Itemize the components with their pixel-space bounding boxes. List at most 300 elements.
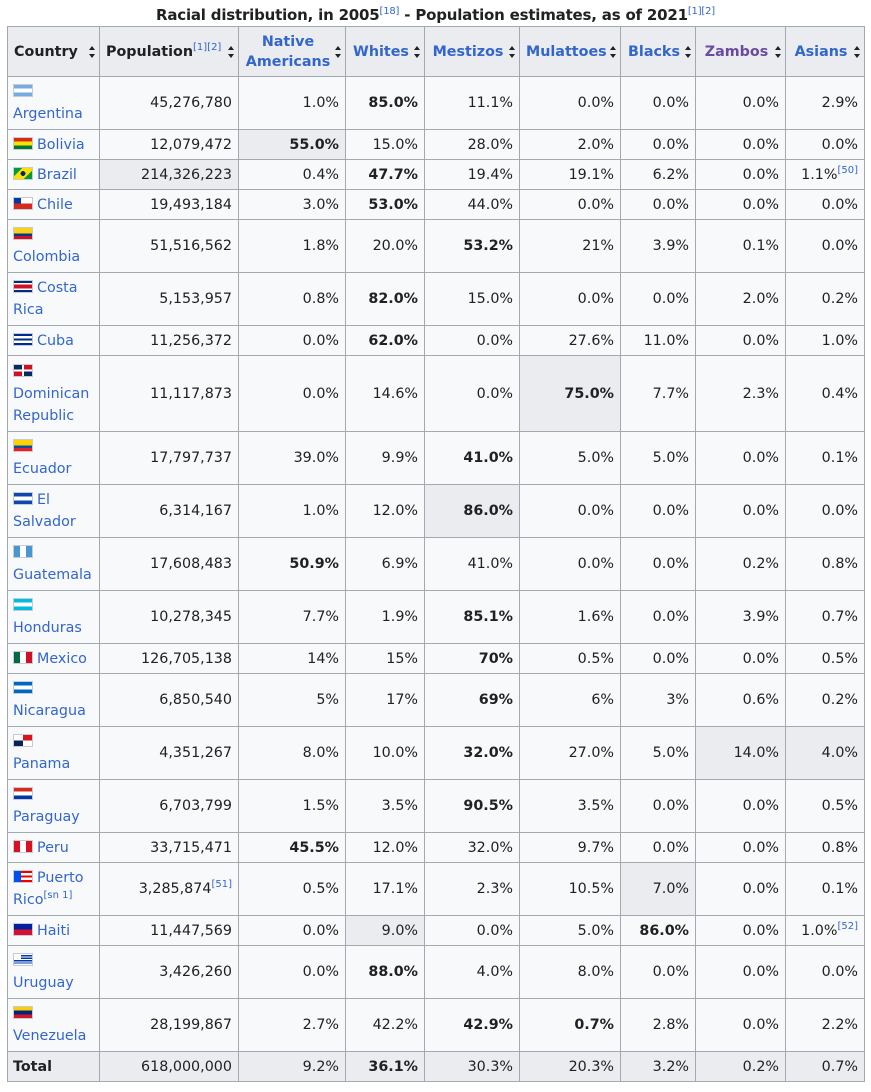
country-link-nicaragua[interactable]: Nicaragua (13, 703, 86, 719)
blacks-cell (621, 538, 696, 591)
zambos-value: 3.9% (742, 609, 779, 625)
country-link-guatemala[interactable]: Guatemala (13, 567, 92, 583)
zambos-cell (696, 780, 786, 833)
native-cell (239, 485, 346, 538)
country-link-chile[interactable]: Chile (37, 196, 73, 213)
asians-ref[interactable]: [52] (837, 920, 858, 932)
haiti-flag-icon[interactable] (13, 923, 33, 936)
whites-value: 1.9% (381, 609, 418, 625)
mestizos-cell (425, 190, 520, 220)
mestizos-value: 85.1% (463, 609, 513, 625)
native-cell (239, 190, 346, 220)
zambos-value: 2.3% (742, 385, 779, 402)
country-link-argentina[interactable]: Argentina (13, 106, 83, 122)
asians-cell (786, 833, 865, 863)
asians-cell (786, 644, 865, 674)
blacks-value: 86.0% (639, 922, 689, 939)
asians-cell (786, 916, 865, 946)
caption-ref-1[interactable]: [18] (379, 6, 400, 17)
column-header-asians[interactable]: Asians (786, 27, 865, 77)
native-cell (239, 833, 346, 863)
country-link-dominican-republic[interactable]: Dominican Republic (13, 385, 90, 424)
mestizos-value: 90.5% (463, 798, 513, 814)
blacks-cell (621, 160, 696, 190)
country-link-ecuador[interactable]: Ecuador (13, 461, 72, 477)
mulattoes-value: 8.0% (577, 964, 614, 980)
whites-cell (346, 644, 425, 674)
blacks-value: 5.0% (652, 745, 689, 761)
zambos-value: 0.0% (742, 136, 779, 153)
population-value: 11,447,569 (150, 922, 232, 939)
ecuador-flag-icon[interactable] (13, 439, 33, 452)
whites-value: 14.6% (372, 385, 418, 402)
population-value: 33,715,471 (150, 839, 232, 856)
mulattoes-cell (520, 432, 621, 485)
asians-cell (786, 190, 865, 220)
whites-cell (346, 833, 425, 863)
table-row-nicaragua (8, 674, 865, 727)
population-value: 10,278,345 (150, 609, 232, 625)
sort-icon[interactable] (335, 46, 341, 58)
mulattoes-value: 19.1% (568, 166, 614, 183)
mulattoes-value: 0.0% (577, 196, 614, 213)
zambos-cell (696, 326, 786, 356)
dominican-republic-flag-icon[interactable] (13, 364, 33, 377)
mestizos-cell (425, 432, 520, 485)
population-cell (100, 356, 239, 432)
zambos-value: 0.0% (742, 450, 779, 466)
country-link-cuba[interactable]: Cuba (37, 332, 74, 349)
column-header-native-americans[interactable]: Native Americans (239, 27, 346, 77)
population-cell (100, 432, 239, 485)
population-value: 45,276,780 (150, 95, 232, 111)
mestizos-cell (425, 326, 520, 356)
table-row-argentina (8, 77, 865, 130)
blacks-value: 3.9% (652, 238, 689, 254)
country-cell (8, 273, 100, 326)
country-link-costa-rica[interactable]: Costa Rica (13, 280, 78, 318)
country-cell (8, 833, 100, 863)
whites-value: 9.0% (381, 922, 418, 939)
whites-value: 47.7% (368, 166, 418, 183)
whites-cell (346, 946, 425, 999)
zambos-value: 0.0% (742, 166, 779, 183)
native-value: 14% (307, 650, 339, 667)
zambos-cell (696, 538, 786, 591)
mestizos-cell (425, 644, 520, 674)
mestizos-value: 2.3% (476, 881, 513, 897)
country-link-paraguay[interactable]: Paraguay (13, 809, 80, 825)
mulattoes-value: 27.6% (568, 332, 614, 349)
population-value: 4,351,267 (159, 745, 232, 761)
country-link-haiti[interactable]: Haiti (37, 922, 71, 939)
table-row-chile (8, 190, 865, 220)
mulattoes-cell (520, 273, 621, 326)
table-row-peru (8, 833, 865, 863)
caption-text-1: Racial distribution, in 2005 (155, 6, 380, 24)
native-value: 0.8% (302, 291, 339, 307)
whites-cell (346, 190, 425, 220)
mestizos-cell (425, 863, 520, 916)
native-value: 1.8% (302, 238, 339, 254)
mestizos-value: 4.0% (476, 964, 513, 980)
zambos-value: 0.0% (742, 650, 779, 667)
asians-cell (786, 674, 865, 727)
mestizos-value: 44.0% (467, 196, 513, 213)
puerto-rico-flag-icon[interactable] (13, 870, 33, 883)
whites-value: 85.0% (368, 95, 418, 111)
venezuela-flag-icon[interactable] (13, 1006, 33, 1019)
mestizos-cell (425, 727, 520, 780)
blacks-value: 0.0% (652, 136, 689, 153)
mestizos-cell (425, 780, 520, 833)
zambos-value: 0.0% (742, 798, 779, 814)
paraguay-flag-icon[interactable] (13, 787, 33, 800)
sort-icon[interactable] (414, 46, 420, 58)
table-row-panama (8, 727, 865, 780)
argentina-flag-icon[interactable] (13, 84, 33, 97)
whites-value: 62.0% (368, 332, 418, 349)
population-cell (100, 190, 239, 220)
mestizos-value: 32.0% (463, 745, 513, 761)
asians-cell (786, 356, 865, 432)
mulattoes-cell (520, 674, 621, 727)
whites-cell (346, 538, 425, 591)
blacks-cell (621, 727, 696, 780)
population-value: 6,850,540 (159, 692, 232, 708)
asians-ref[interactable]: [50] (837, 164, 858, 176)
mestizos-cell (425, 591, 520, 644)
column-header-zambos[interactable]: Zambos (696, 27, 786, 77)
zambos-cell (696, 356, 786, 432)
mulattoes-cell (520, 190, 621, 220)
asians-cell (786, 946, 865, 999)
population-value: 28,199,867 (150, 1017, 232, 1033)
asians-value: 0.2% (821, 692, 858, 708)
zambos-cell (696, 916, 786, 946)
country-link-peru[interactable]: Peru (37, 839, 69, 856)
zambos-cell (696, 273, 786, 326)
country-link-honduras[interactable]: Honduras (13, 620, 82, 636)
bolivia-flag-icon[interactable] (13, 137, 33, 150)
asians-value: 1.0% (801, 922, 838, 939)
native-value: 2.7% (302, 1017, 339, 1033)
zambos-value: 0.0% (742, 1017, 779, 1033)
whites-cell (346, 916, 425, 946)
mulattoes-value: 0.0% (577, 95, 614, 111)
asians-value: 0.2% (821, 291, 858, 307)
whites-value: 3.5% (381, 798, 418, 814)
column-header-blacks[interactable]: Blacks (621, 27, 696, 77)
mestizos-cell (425, 674, 520, 727)
total-blacks-cell: 3.2% (621, 1052, 696, 1082)
country-cell (8, 727, 100, 780)
whites-cell (346, 326, 425, 356)
whites-value: 42.2% (372, 1017, 418, 1033)
country-cell (8, 432, 100, 485)
table-row-venezuela (8, 999, 865, 1052)
native-cell (239, 780, 346, 833)
mulattoes-cell (520, 644, 621, 674)
brazil-flag-icon[interactable] (13, 167, 33, 180)
zambos-cell (696, 220, 786, 273)
blacks-value: 0.0% (652, 503, 689, 519)
asians-value: 0.5% (821, 798, 858, 814)
mestizos-value: 41.0% (467, 556, 513, 572)
native-cell (239, 432, 346, 485)
mestizos-cell (425, 999, 520, 1052)
country-link-puerto-rico[interactable]: Puerto Rico (13, 870, 84, 908)
zambos-value: 14.0% (733, 745, 779, 761)
blacks-cell (621, 999, 696, 1052)
zambos-cell (696, 485, 786, 538)
sort-icon[interactable] (509, 46, 515, 58)
population-value: 51,516,562 (150, 238, 232, 254)
zambos-cell (696, 999, 786, 1052)
sort-icon[interactable] (854, 46, 860, 58)
costa-rica-flag-icon[interactable] (13, 280, 33, 293)
country-link-mexico[interactable]: Mexico (37, 650, 87, 667)
whites-cell (346, 591, 425, 644)
mestizos-value: 0.0% (476, 332, 513, 349)
el-salvador-flag-icon[interactable] (13, 492, 33, 505)
zambos-cell (696, 727, 786, 780)
blacks-value: 6.2% (652, 166, 689, 183)
asians-cell (786, 77, 865, 130)
zambos-cell (696, 160, 786, 190)
table-row-bolivia (8, 130, 865, 160)
colombia-flag-icon[interactable] (13, 227, 33, 240)
mestizos-value: 42.9% (463, 1017, 513, 1033)
mestizos-value: 32.0% (467, 839, 513, 856)
table-row-cuba (8, 326, 865, 356)
whites-value: 12.0% (372, 503, 418, 519)
native-value: 8.0% (302, 745, 339, 761)
population-value: 214,326,223 (141, 166, 232, 183)
asians-value: 0.5% (821, 650, 858, 667)
population-cell (100, 674, 239, 727)
native-value: 1.0% (302, 95, 339, 111)
asians-value: 1.1% (801, 166, 838, 183)
column-header-country[interactable]: Country (8, 27, 100, 77)
asians-cell (786, 130, 865, 160)
blacks-value: 2.8% (652, 1017, 689, 1033)
asians-cell (786, 273, 865, 326)
country-link-venezuela[interactable]: Venezuela (13, 1028, 87, 1044)
blacks-value: 7.7% (652, 385, 689, 402)
native-cell (239, 946, 346, 999)
blacks-cell (621, 674, 696, 727)
native-value: 39.0% (293, 450, 339, 466)
country-cell (8, 863, 100, 916)
mulattoes-value: 0.0% (577, 556, 614, 572)
sort-icon[interactable] (89, 46, 95, 58)
native-value: 7.7% (302, 609, 339, 625)
total-mulattoes-cell: 20.3% (520, 1052, 621, 1082)
blacks-value: 0.0% (652, 291, 689, 307)
asians-cell (786, 591, 865, 644)
whites-cell (346, 999, 425, 1052)
whites-cell (346, 485, 425, 538)
native-cell (239, 999, 346, 1052)
panama-flag-icon[interactable] (13, 734, 33, 747)
blacks-value: 0.0% (652, 650, 689, 667)
blacks-cell (621, 273, 696, 326)
mestizos-cell (425, 538, 520, 591)
blacks-cell (621, 326, 696, 356)
country-ref[interactable]: [sn 1] (43, 890, 73, 902)
native-value: 0.0% (302, 332, 339, 349)
mestizos-cell (425, 946, 520, 999)
zambos-cell (696, 674, 786, 727)
country-link-el-salvador[interactable]: El Salvador (13, 492, 76, 530)
blacks-value: 0.0% (652, 196, 689, 213)
table-row-guatemala (8, 538, 865, 591)
asians-cell (786, 485, 865, 538)
country-link-bolivia[interactable]: Bolivia (37, 136, 85, 153)
whites-value: 82.0% (368, 291, 418, 307)
country-cell (8, 326, 100, 356)
sort-icon[interactable] (685, 46, 691, 58)
country-link-panama[interactable]: Panama (13, 756, 71, 772)
native-cell (239, 916, 346, 946)
country-cell (8, 946, 100, 999)
native-value: 5% (316, 692, 339, 708)
native-cell (239, 727, 346, 780)
nicaragua-flag-icon[interactable] (13, 681, 33, 694)
population-ref[interactable]: [51] (211, 879, 232, 891)
mulattoes-value: 3.5% (577, 798, 614, 814)
caption-ref-2[interactable]: [1][2] (687, 6, 715, 17)
population-value: 6,703,799 (159, 798, 232, 814)
population-cell (100, 273, 239, 326)
column-header-mulattoes[interactable]: Mulattoes (520, 27, 621, 77)
table-row-puerto-rico (8, 863, 865, 916)
total-native-cell: 9.2% (239, 1052, 346, 1082)
whites-cell (346, 273, 425, 326)
population-cell (100, 644, 239, 674)
country-link-brazil[interactable]: Brazil (37, 166, 77, 183)
mestizos-cell (425, 160, 520, 190)
blacks-cell (621, 644, 696, 674)
blacks-value: 3% (666, 692, 689, 708)
column-header-mestizos[interactable]: Mestizos (425, 27, 520, 77)
population-cell (100, 833, 239, 863)
column-header-whites[interactable]: Whites (346, 27, 425, 77)
sort-icon[interactable] (775, 46, 781, 58)
mestizos-cell (425, 273, 520, 326)
honduras-flag-icon[interactable] (13, 598, 33, 611)
sort-icon[interactable] (610, 46, 616, 58)
mestizos-value: 86.0% (463, 503, 513, 519)
mulattoes-cell (520, 863, 621, 916)
population-ref[interactable]: [1][2] (193, 41, 222, 53)
mulattoes-cell (520, 130, 621, 160)
native-cell (239, 863, 346, 916)
header-row (8, 27, 865, 77)
whites-cell (346, 220, 425, 273)
native-value: 1.5% (302, 798, 339, 814)
native-cell (239, 356, 346, 432)
sort-icon[interactable] (228, 46, 234, 58)
blacks-value: 0.0% (652, 839, 689, 856)
native-value: 55.0% (289, 136, 339, 153)
native-value: 45.5% (289, 839, 339, 856)
zambos-value: 0.0% (742, 922, 779, 939)
native-cell (239, 77, 346, 130)
zambos-value: 0.0% (742, 964, 779, 980)
native-cell (239, 644, 346, 674)
mexico-flag-icon[interactable] (13, 651, 33, 664)
whites-cell (346, 356, 425, 432)
chile-flag-icon[interactable] (13, 197, 33, 210)
mestizos-cell (425, 833, 520, 863)
country-cell (8, 130, 100, 160)
blacks-value: 5.0% (652, 450, 689, 466)
mestizos-value: 11.1% (467, 95, 513, 111)
blacks-cell (621, 833, 696, 863)
mulattoes-value: 75.0% (564, 385, 614, 402)
cuba-flag-icon[interactable] (13, 333, 33, 346)
column-header-population[interactable]: Population[1][2] (100, 27, 239, 77)
mestizos-value: 41.0% (463, 450, 513, 466)
zambos-value: 0.1% (742, 238, 779, 254)
asians-value: 0.0% (821, 503, 858, 519)
blacks-value: 0.0% (652, 556, 689, 572)
mestizos-value: 69% (478, 692, 513, 708)
zambos-value: 0.0% (742, 503, 779, 519)
peru-flag-icon[interactable] (13, 840, 33, 853)
population-cell (100, 999, 239, 1052)
mulattoes-value: 10.5% (568, 881, 614, 897)
total-population-cell: 618,000,000 (100, 1052, 239, 1082)
whites-value: 9.9% (381, 450, 418, 466)
population-cell (100, 591, 239, 644)
country-cell (8, 644, 100, 674)
population-value: 19,493,184 (150, 196, 232, 213)
mulattoes-cell (520, 220, 621, 273)
native-value: 0.5% (302, 881, 339, 897)
asians-value: 0.8% (821, 556, 858, 572)
uruguay-flag-icon[interactable] (13, 953, 33, 966)
guatemala-flag-icon[interactable] (13, 545, 33, 558)
asians-value: 0.7% (821, 609, 858, 625)
population-value: 11,117,873 (150, 385, 232, 402)
total-zambos-cell: 0.2% (696, 1052, 786, 1082)
native-cell (239, 130, 346, 160)
population-value: 17,797,737 (150, 450, 232, 466)
total-whites-cell: 36.1% (346, 1052, 425, 1082)
population-value: 3,285,874 (138, 881, 212, 897)
country-cell (8, 916, 100, 946)
asians-value: 0.0% (821, 238, 858, 254)
population-cell (100, 916, 239, 946)
country-link-colombia[interactable]: Colombia (13, 249, 81, 265)
country-link-uruguay[interactable]: Uruguay (13, 975, 74, 991)
country-cell (8, 538, 100, 591)
total-asians-cell: 0.7% (786, 1052, 865, 1082)
zambos-cell (696, 190, 786, 220)
mulattoes-value: 0.0% (577, 503, 614, 519)
asians-value: 2.9% (821, 95, 858, 111)
asians-value: 0.0% (821, 196, 858, 213)
mulattoes-cell (520, 780, 621, 833)
asians-cell (786, 863, 865, 916)
whites-cell (346, 863, 425, 916)
blacks-cell (621, 432, 696, 485)
population-cell (100, 727, 239, 780)
whites-value: 10.0% (372, 745, 418, 761)
